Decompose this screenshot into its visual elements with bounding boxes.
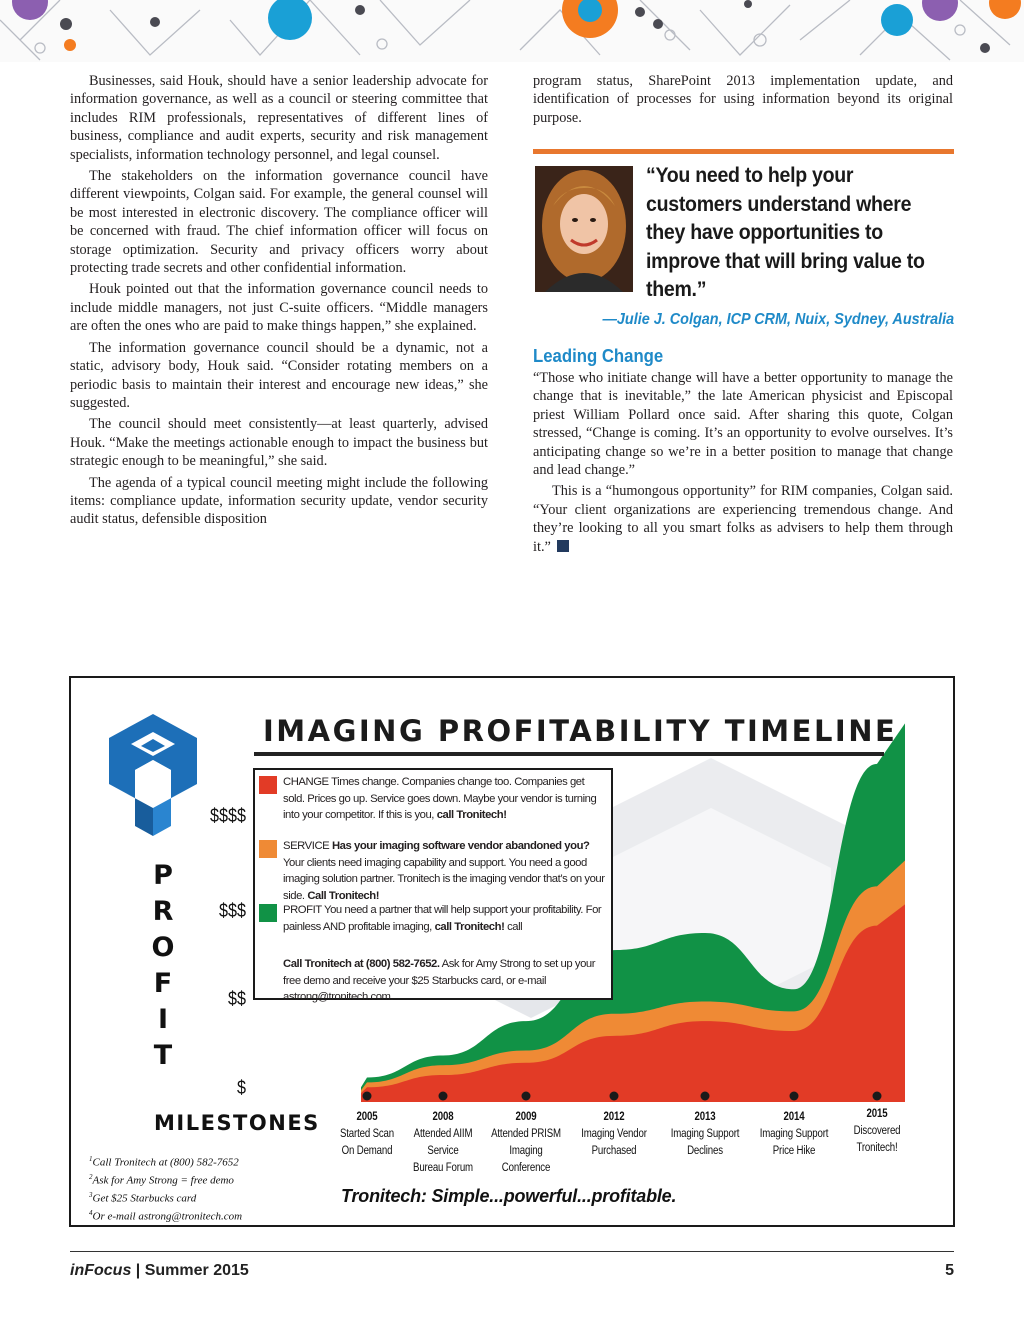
milestone — [658, 1108, 752, 1159]
milestone-year: 2008 — [432, 1109, 454, 1123]
paragraph-text: This is a “humongous opportunity” for RIM companies, Colgan said. “Your client organizations are experiencing tremendous change. And they’re looking to all you smart folks as advisers to help them through it.” — [533, 483, 953, 555]
profit-letter: T — [153, 1040, 173, 1071]
legend-body: You need a partner that will help support your profitability. For painless AND profitable imaging, — [283, 904, 602, 933]
footer-divider — [70, 1251, 954, 1252]
legend-cta: call Tronitech! — [436, 809, 507, 821]
contact-text — [283, 956, 607, 1006]
profit-letter: F — [153, 968, 173, 999]
network-pattern-graphic — [0, 0, 1024, 62]
tronitech-advertisement — [69, 676, 955, 1227]
legend-bold-lead: Has your imaging software vendor abandoned you? — [329, 840, 590, 852]
legend-text — [283, 774, 607, 824]
paragraph: The council should meet consistently—at least quarterly, advised Houk. “Make the meetings actionable enough to impact the business but strategic enough to be meaningful,” she said. — [70, 416, 488, 470]
milestone — [830, 1105, 924, 1156]
footnote-text: Call Tronitech at (800) 582-7652 — [92, 1156, 239, 1169]
milestone — [747, 1108, 841, 1159]
legend-box — [253, 768, 613, 1003]
tronitech-logo — [109, 714, 197, 836]
milestone-text: Attended AIIM Service Bureau Forum — [413, 1126, 473, 1174]
contact-body: Ask for Amy Strong to set up your free demo and receive your $25 Starbucks card, or e-mail astrong@tronitech.com. — [283, 958, 596, 1003]
legend-swatch-service — [259, 840, 277, 858]
legend-key: CHANGE — [283, 776, 329, 788]
milestone-year: 2014 — [783, 1109, 805, 1123]
portrait-image — [535, 166, 633, 292]
article-left-column — [70, 72, 488, 532]
paragraph: “Those who initiate change will have a better opportunity to manage the change that is inevitable,” the late American physicist and Episcopal priest William Pollard once said. After sharing this quote, Colgan stressed, “Change is coming. It’s an opportunity to evolve ourselves. It’s anticipating change so we’re in a better position to manage that change and lead change.” — [533, 370, 953, 479]
milestone-text: Started Scan On Demand — [339, 1126, 394, 1157]
y-tick-label: $$$$ — [210, 806, 246, 827]
footnote: $^4$Or e-mail astrong@tronitech.com — [89, 1209, 243, 1224]
milestone-year: 2009 — [515, 1109, 537, 1123]
title-underline — [254, 752, 884, 756]
legend-after: call — [504, 920, 523, 933]
issue-name: Summer 2015 — [144, 1262, 249, 1279]
milestone — [567, 1108, 661, 1159]
milestone-dot — [790, 1092, 799, 1101]
milestone-text: Imaging Vendor Purchased — [581, 1126, 647, 1157]
end-mark-icon — [557, 540, 569, 552]
paragraph — [533, 482, 953, 556]
legend-swatch-profit — [259, 904, 277, 922]
paragraph: The information governance council should be a dynamic, not a static, advisory body, Houk said. “Consider rotating members on a periodic basis to maintain their interest and encourage new ideas,” she suggested. — [70, 339, 488, 411]
legend-cta: Call Tronitech! — [307, 889, 380, 902]
profit-letter: O — [151, 932, 175, 963]
milestone — [396, 1108, 490, 1176]
milestone-text: Imaging Support Declines — [670, 1126, 740, 1157]
decorative-banner — [0, 0, 1024, 62]
y-tick-label: $$ — [228, 989, 246, 1010]
quote-attribution: —Julie J. Colgan, ICP CRM, Nuix, Sydney, Australia — [602, 311, 954, 328]
paragraph: program status, SharePoint 2013 implementation update, and identification of processes for using information beyond its original purpose. — [533, 73, 953, 126]
milestone-dot — [363, 1092, 372, 1101]
legend-swatch-change — [259, 776, 277, 794]
milestone-year: 2015 — [866, 1106, 888, 1120]
milestone-dot — [873, 1092, 882, 1101]
profit-letter: R — [152, 896, 174, 927]
y-tick-label: $ — [237, 1078, 246, 1099]
footnote-text: Ask for Amy Strong = free demo — [92, 1174, 234, 1187]
milestone-year: 2013 — [694, 1109, 716, 1123]
footer-publication: inFocus | Summer 2015 — [70, 1262, 249, 1279]
milestone-text: Attended PRISM Imaging Conference — [491, 1126, 561, 1174]
publication-name: inFocus — [70, 1262, 132, 1279]
pull-quote: “You need to help your customers understand where they have opportunities to improve that will bring value to them.” — [646, 164, 925, 301]
contact-lead: Call Tronitech at (800) 582-7652. — [283, 958, 440, 970]
footnote: $^3$Get $25 Starbucks card — [89, 1191, 197, 1205]
author-photo — [535, 166, 633, 292]
milestone-text: Discovered Tronitech! — [853, 1123, 901, 1154]
milestone-dot — [701, 1092, 710, 1101]
article-right-column-bottom — [533, 369, 953, 559]
milestone-dot — [522, 1092, 531, 1101]
paragraph: The stakeholders on the information governance council have different viewpoints, Colgan said. For example, the general counsel will be most interested in electronic discovery. The compliance officer will be concerned with fraud. The chief information officer will focus on storage optimization. Security and privacy officers worry about protecting trade secrets and other confidential information. — [70, 168, 488, 277]
legend-text — [283, 902, 607, 935]
page-number: 5 — [945, 1262, 954, 1279]
legend-key: PROFIT — [283, 904, 322, 916]
milestones-label: MILESTONES — [154, 1111, 320, 1135]
y-tick-label: $$$ — [219, 901, 246, 922]
milestone-text: Imaging Support Price Hike — [759, 1126, 829, 1157]
paragraph: Businesses, said Houk, should have a senior leadership advocate for information governance, as well as a council or steering committee that includes RIM professionals, representatives of different lines of business, compliance and audit experts, security and risk management specialists, information technology personnel, and legal counsel. — [70, 73, 488, 163]
legend-cta: call Tronitech! — [434, 920, 505, 933]
footnote-text: Or e-mail astrong@tronitech.com — [92, 1211, 243, 1224]
section-subhead: Leading Change — [533, 346, 664, 366]
profit-letter: I — [157, 1004, 169, 1035]
paragraph: Houk pointed out that the information governance council needs to include middle managers, not just C-suite officers. “Middle managers are often the ones who are paid to make things happen,” she explained. — [70, 281, 488, 335]
article-right-column-top — [533, 72, 953, 130]
footnote: $^2$Ask for Amy Strong = free demo — [89, 1173, 234, 1187]
milestone — [479, 1108, 573, 1176]
ad-title: IMAGING PROFITABILITY TIMELINE — [263, 714, 898, 748]
profit-letter: P — [153, 860, 173, 891]
footnotes — [89, 1152, 242, 1225]
legend-text — [283, 838, 607, 904]
legend-body: Your clients need imaging capability and support. You need a good imaging solution partner. Tronitech is the imaging vendor that’s on your side. — [283, 856, 605, 902]
milestone-year: 2012 — [603, 1109, 625, 1123]
paragraph: The agenda of a typical council meeting might include the following items: compliance update, information security update, vendor security audit status, defensible disposition — [70, 474, 488, 528]
milestone-dot — [439, 1092, 448, 1101]
ad-tagline: Tronitech: Simple...powerful...profitable. — [341, 1186, 677, 1206]
footnote-text: Get $25 Starbucks card — [92, 1192, 197, 1205]
milestone-dot — [610, 1092, 619, 1101]
milestone-year: 2005 — [356, 1109, 378, 1123]
legend-body: Times change. Companies change too. Companies get sold. Prices go up. Service goes down. Maybe your vendor is turning into your competitor. If this is you, — [283, 776, 597, 821]
quote-divider — [533, 149, 954, 154]
legend-key: SERVICE — [283, 840, 330, 852]
footnote: $^1$Call Tronitech at (800) 582-7652 — [89, 1155, 239, 1169]
